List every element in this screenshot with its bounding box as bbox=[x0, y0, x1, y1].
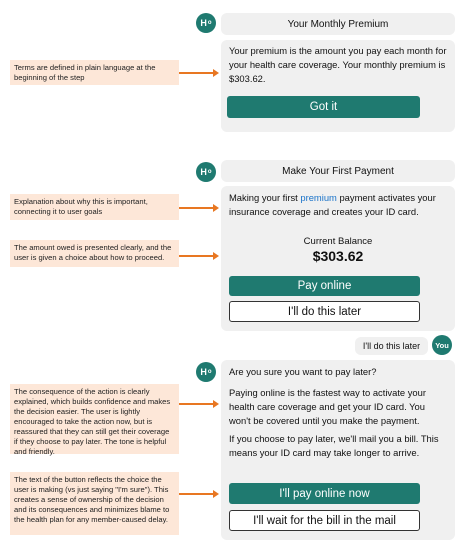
pay-later-consequence-text: If you choose to pay later, we'll mail you a bill. This means your ID card may take longer to arrive. bbox=[229, 433, 439, 458]
annotation-plain-language: Terms are defined in plain language at the beginning of the step bbox=[10, 60, 179, 85]
annotation-button-text: The text of the button reflects the choice the user is making (vs just saying "I'm sure"). This creates a sense of ownership of the decision and its consequences and minimizes blame to the health plan for any member-caused delay. bbox=[10, 472, 179, 535]
first-payment-card bbox=[221, 186, 455, 331]
monthly-premium-card bbox=[221, 40, 455, 132]
pay-online-benefit-text: Paying online is the fastest way to activate your health care coverage and get your ID card. You won't be covered until you make the payment. bbox=[229, 387, 426, 426]
current-balance-label: Current Balance bbox=[303, 236, 373, 247]
premium-link[interactable]: premium bbox=[300, 192, 337, 203]
pay-later-confirm-card bbox=[221, 360, 455, 540]
pay-online-now-button[interactable]: I'll pay online now bbox=[229, 483, 420, 504]
do-this-later-button[interactable]: I'll do this later bbox=[229, 301, 420, 322]
monthly-premium-title: Your Monthly Premium bbox=[221, 13, 455, 35]
user-avatar: You bbox=[432, 335, 452, 355]
annotation-arrow bbox=[179, 255, 217, 257]
first-payment-text: Making your first premium payment activates your insurance coverage and creates your ID card. bbox=[229, 192, 436, 217]
user-reply-bubble: I'll do this later bbox=[355, 337, 428, 355]
health-plan-avatar: H o bbox=[196, 162, 216, 182]
current-balance-value: $303.62 bbox=[312, 248, 364, 264]
wait-for-bill-button[interactable]: I'll wait for the bill in the mail bbox=[229, 510, 420, 531]
monthly-premium-text: Your premium is the amount you pay each month for your health care coverage. Your monthly premium is $303.62. bbox=[229, 45, 447, 84]
annotation-why-important: Explanation about why this is important, connecting it to user goals bbox=[10, 194, 179, 220]
got-it-button[interactable]: Got it bbox=[227, 96, 420, 118]
health-plan-avatar: H o bbox=[196, 13, 216, 33]
first-payment-title: Make Your First Payment bbox=[221, 160, 455, 182]
annotation-arrow bbox=[179, 72, 217, 74]
pay-later-question: Are you sure you want to pay later? bbox=[229, 366, 377, 377]
pay-online-button[interactable]: Pay online bbox=[229, 276, 420, 296]
annotation-amount-owed: The amount owed is presented clearly, and the user is given a choice about how to proceed. bbox=[10, 240, 179, 267]
annotation-consequence: The consequence of the action is clearly explained, which builds confidence and makes the decision easier. The user is lightly encouraged to take the action now, but is reassured that they can still get their coverage if they choose to pay later. The tone is helpful and friendly. bbox=[10, 384, 179, 454]
annotation-arrow bbox=[179, 403, 217, 405]
health-plan-avatar: H o bbox=[196, 362, 216, 382]
annotation-arrow bbox=[179, 493, 217, 495]
annotation-arrow bbox=[179, 207, 217, 209]
